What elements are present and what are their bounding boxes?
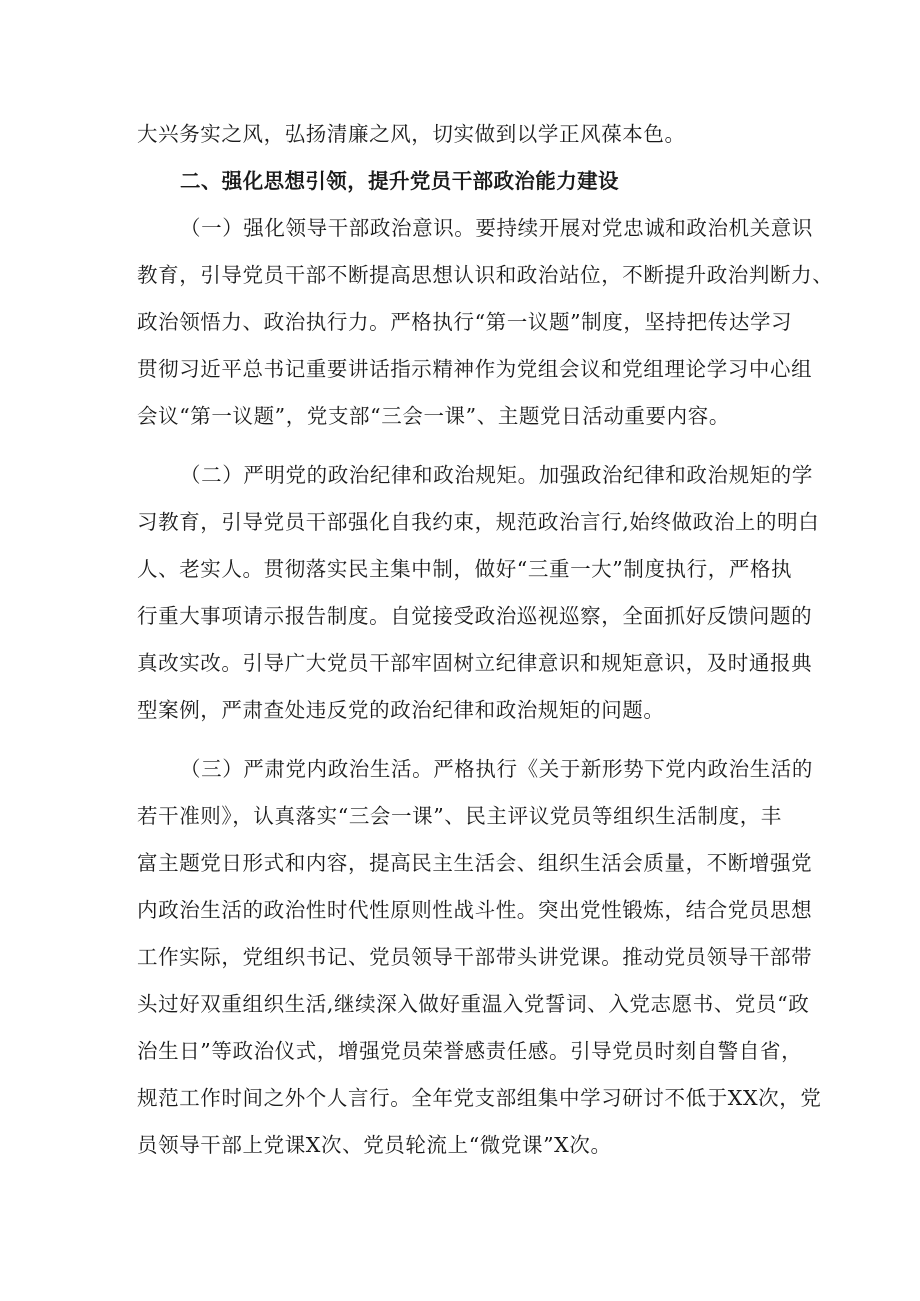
paragraph-line: 员领导干部上党课X次、党员轮流上“微党课”X次。 — [137, 1133, 612, 1157]
paragraph-line: 治生日”等政治仪式，增强党员荣誉感责任感。引导党员时刻自警自省， — [137, 1039, 803, 1063]
paragraph-line: 头过好双重组织生活,继续深入做好重温入党誓词、入党志愿书、党员“政 — [137, 992, 810, 1016]
paragraph-spacer — [137, 734, 785, 746]
paragraph-line: 内政治生活的政治性时代性原则性战斗性。突出党性锻炼，结合党员思想 — [137, 898, 813, 922]
paragraph-3 — [137, 746, 822, 1169]
paragraph-line: 工作实际，党组织书记、党员领导干部带头讲党课。推动党员领导干部带 — [137, 945, 813, 969]
paragraph-line: 习教育，引导党员干部强化自我约束，规范政治言行,始终做政治上的明白 — [137, 510, 820, 534]
paragraph-1 — [137, 205, 834, 440]
section-heading: 二、强化思想引领，提升党员干部政治能力建设 — [180, 169, 619, 193]
paragraph-line: 教育，引导党员干部不断提高思想认识和政治站位，不断提升政治判断力、 — [137, 263, 834, 287]
paragraph-line: （二）严明党的政治纪律和政治规矩。加强政治纪律和政治规矩的学 — [180, 463, 813, 487]
document-body — [137, 111, 834, 1169]
paragraph-2 — [137, 452, 820, 734]
paragraph-line: （三）严肃党内政治生活。严格执行《关于新形势下党内政治生活的 — [180, 757, 813, 781]
paragraph-line: 人、老实人。贯彻落实民主集中制，做好“三重一大”制度执行，严格执 — [137, 557, 793, 581]
paragraph-spacer — [137, 440, 785, 452]
paragraph-line: 型案例，严肃查处违反党的政治纪律和政治规矩的问题。 — [137, 698, 665, 722]
paragraph-line: （一）强化领导干部政治意识。要持续开展对党忠诚和政治机关意识 — [180, 216, 813, 240]
paragraph-line: 政治领悟力、政治执行力。严格执行“第一议题”制度，坚持把传达学习 — [137, 310, 793, 334]
paragraph-line: 贯彻习近平总书记重要讲话指示精神作为党组会议和党组理论学习中心组 — [137, 357, 813, 381]
intro-line: 大兴务实之风，弘扬清廉之风，切实做到以学正风葆本色。 — [137, 122, 686, 146]
paragraph-line: 行重大事项请示报告制度。自觉接受政治巡视巡察，全面抓好反馈问题的 — [137, 604, 813, 628]
paragraph-line: 规范工作时间之外个人言行。全年党支部组集中学习研讨不低于XX次，党 — [137, 1086, 822, 1110]
paragraph-line: 若干准则》，认真落实“三会一课”、民主评议党员等组织生活制度，丰 — [137, 804, 782, 828]
paragraph-line: 真改实改。引导广大党员干部牢固树立纪律意识和规矩意识，及时通报典 — [137, 651, 813, 675]
paragraph-line: 会议“第一议题”，党支部“三会一课”、主题党日活动重要内容。 — [137, 404, 730, 428]
paragraph-line: 富主题党日形式和内容，提高民主生活会、组织生活会质量，不断增强党 — [137, 851, 813, 875]
